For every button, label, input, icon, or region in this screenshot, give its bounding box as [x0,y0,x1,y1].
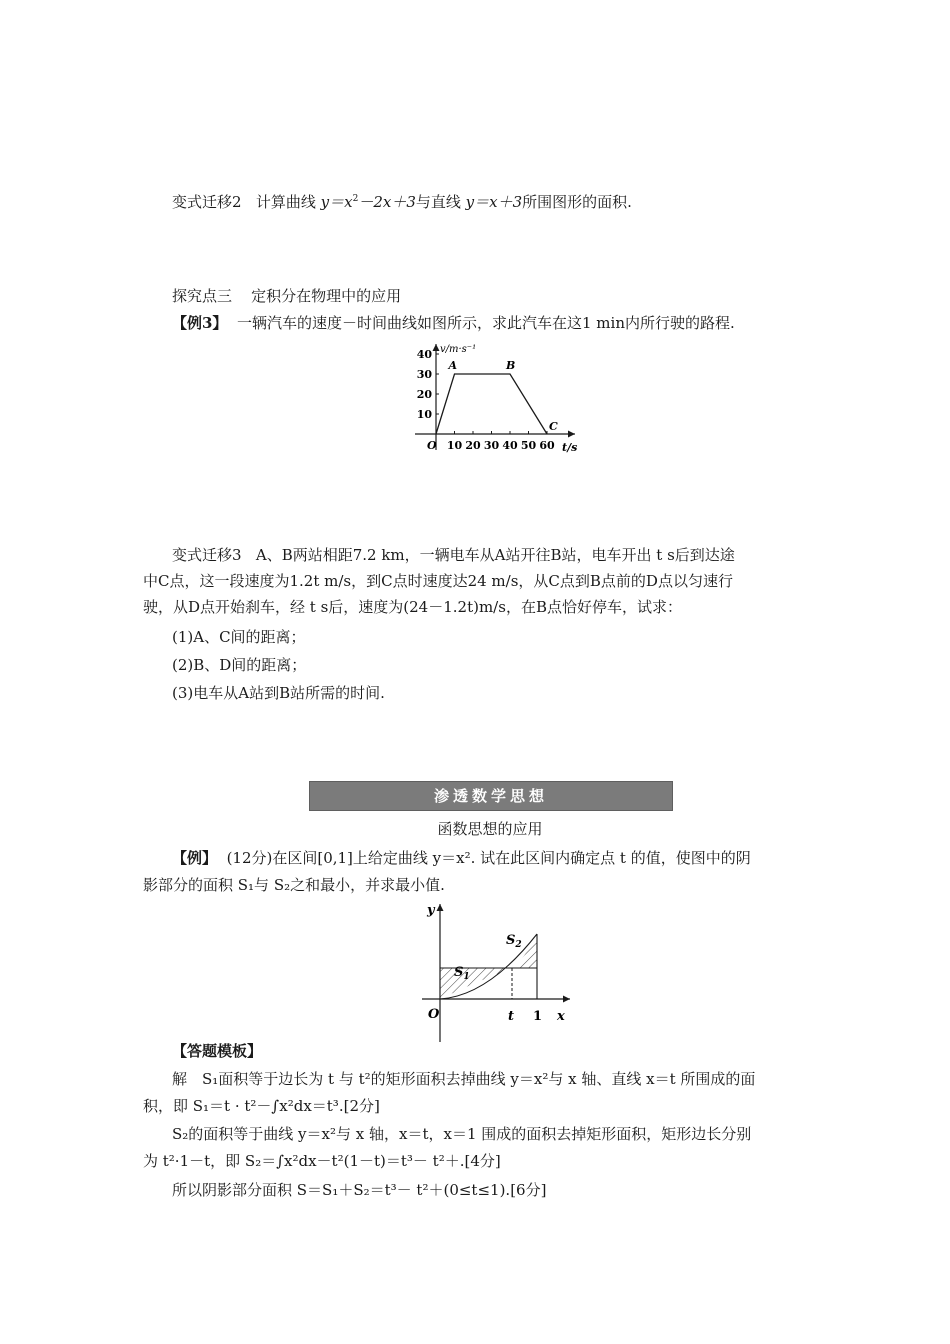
example3-line [172,313,735,333]
variant3-label: 变式迁移3 [172,546,242,564]
vt-y-tick-label: 30 [416,368,432,381]
example-text-1: (12分)在区间[0,1]上给定曲线 y＝x². 试在此区间内确定点 t 的值，使图中的阴 [226,849,751,867]
area-origin-label: O [428,1007,440,1022]
example3-text: 一辆汽车的速度－时间曲线如图所示，求此汽车在这1 min内所行驶的路程. [236,314,735,332]
variant2-eq1-rest: －2x＋3 [358,193,416,211]
template-line3: S₂的面积等于曲线 y＝x²与 x 轴，x＝t，x＝1 围成的面积去掉矩形面积，矩形边长分别 [172,1125,752,1143]
area-x-axis-label: x [557,1009,565,1024]
vt-origin-label: O [427,439,437,452]
variant3-text-1: A、B两站相距7.2 km，一辆电车从A站开往B站，电车开出 t s后到达途 [255,546,735,564]
area-y-axis-label: y [427,903,435,918]
vt-x-tick-label: 30 [483,439,500,452]
template-line4: 为 t²·1－t，即 S₂＝∫x²dx－t²(1－t)＝t³－ t²＋.[4分] [143,1152,501,1170]
vt-point-label-a: A [448,359,458,372]
vt-x-tick-label: 10 [446,439,463,452]
variant2-text-c: 所围图形的面积. [522,193,632,211]
template-line2: 积，即 S₁＝t · t²－∫x²dx＝t³.[2分] [143,1097,380,1115]
vt-x-tick-label: 60 [539,439,555,452]
variant2-label: 变式迁移2 [172,193,242,211]
s1-label: $S_1$ [454,965,470,982]
example-label: 【例】 [172,849,218,867]
one-tick-label: 1 [533,1009,543,1024]
func-section-title: 函数思想的应用 [437,820,543,838]
vt-point-labels [448,359,559,433]
variant2-eq1-exp: 2 [352,194,359,204]
example3-label: 【例3】 [172,314,228,332]
area-figure [420,898,580,1044]
variant3-line3: 驶，从D点开始刹车，经 t s后，速度为(24－1.2t)m/s，在B点恰好停车，试求： [143,598,682,616]
section3-label: 探究点三 [172,287,233,305]
vt-y-tick-label: 40 [416,348,432,361]
vt-point-label-c: C [549,420,558,433]
math-thinking-banner: 渗透数学思想 [309,781,673,811]
s1-shaded-region [440,968,512,999]
t-tick-label: t [508,1009,515,1024]
variant2-eq1: y＝x [320,193,353,211]
example-line2: 影部分的面积 S₁与 S₂之和最小，并求最小值. [143,876,445,894]
template-line1: 解 S₁面积等于边长为 t 与 t²的矩形面积去掉曲线 y＝x²与 x 轴、直线 x＝t 所围成的面 [172,1070,756,1088]
vt-y-axis-label: v/m·s⁻¹ [440,344,477,355]
velocity-time-chart [405,338,585,462]
template-line5: 所以阴影部分面积 S＝S₁＋S₂＝t³－ t²＋(0≤t≤1).[6分] [172,1181,547,1199]
variant3-item-1: (1)A、C间的距离； [172,628,306,646]
variant2-eq2: y＝x＋3 [465,193,523,211]
variant3-item-3: (3)电车从A站到B站所需的时间. [172,684,385,702]
variant3-line1 [172,545,735,565]
variant3-line2: 中C点，这一段速度为1.2t m/s，到C点时速度达24 m/s，从C点到B点前的D点以匀速行 [143,572,733,590]
variant3-item-2: (2)B、D间的距离； [172,656,307,674]
variant2-text-a: 计算曲线 [255,193,316,211]
example-line1 [172,848,751,868]
vt-point-label-b: B [506,359,516,372]
vt-x-axis-label: t/s [562,441,578,454]
section3-title: 定积分在物理中的应用 [251,287,402,305]
variant2-text-b: 与直线 [415,193,461,211]
vt-y-tick-label: 20 [416,388,432,401]
vt-series-line [436,374,547,434]
vt-x-tick-label: 20 [465,439,481,452]
section3-heading [172,286,401,306]
vt-y-tick-label: 10 [416,408,432,421]
variant2-line [172,192,632,212]
template-heading: 【答题模板】 [172,1042,263,1060]
s2-label: $S_2$ [506,933,522,950]
vt-x-tick-label: 40 [502,439,518,452]
vt-x-tick-label: 50 [520,439,537,452]
